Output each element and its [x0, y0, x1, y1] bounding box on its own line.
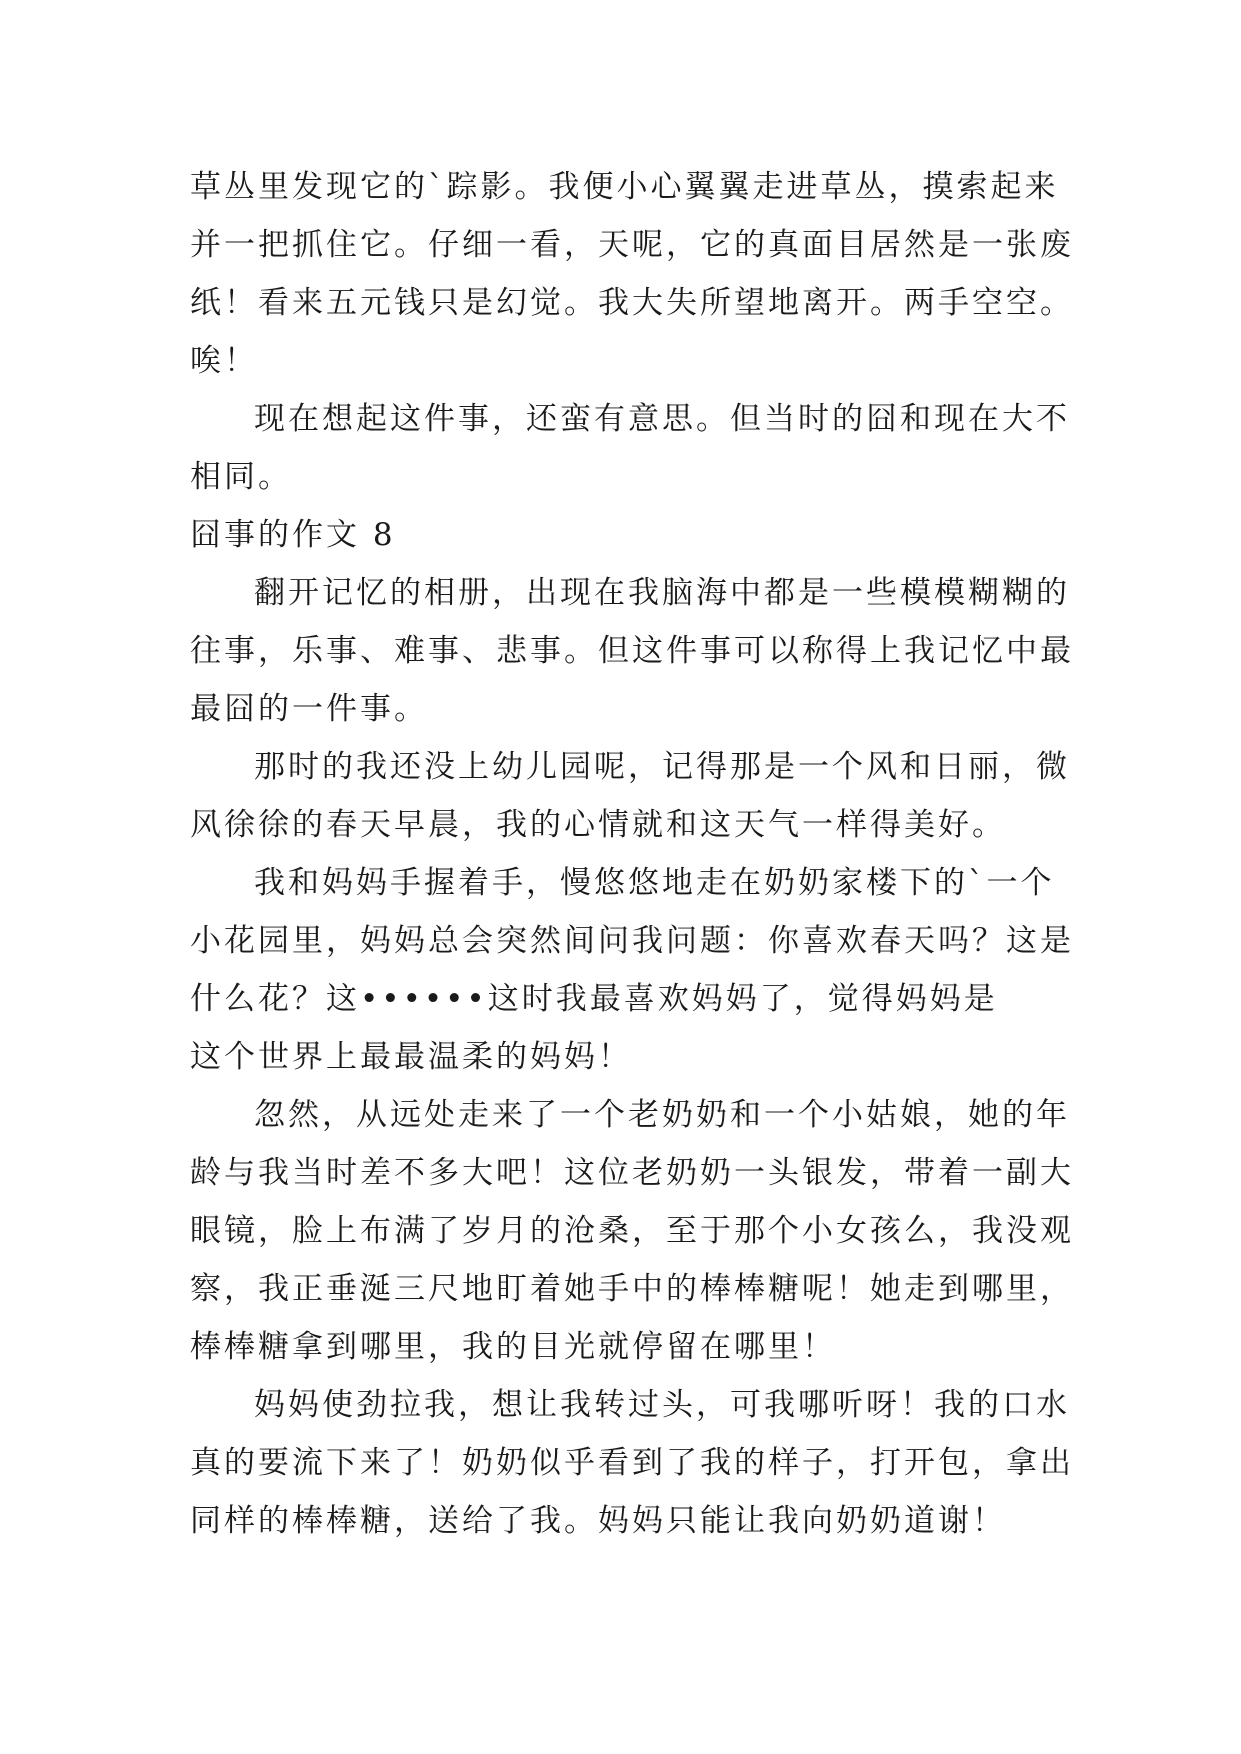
text-line: 什么花？这••••••这时我最喜欢妈妈了，觉得妈妈是: [190, 981, 998, 1017]
text-line: 纸！看来五元钱只是幻觉。我大失所望地离开。两手空空。: [190, 285, 1074, 321]
text-line: 唉！: [190, 343, 258, 379]
text-line: 察，我正垂涎三尺地盯着她手中的棒棒糖呢！她走到哪里，: [190, 1271, 1074, 1307]
text-line: 龄与我当时差不多大吧！这位老奶奶一头银发，带着一副大: [190, 1155, 1074, 1191]
text-line: 往事，乐事、难事、悲事。但这件事可以称得上我记忆中最: [190, 633, 1074, 669]
document-body: [190, 158, 1074, 1550]
text-line: 小花园里，妈妈总会突然间问我问题：你喜欢春天吗？这是: [190, 923, 1074, 959]
text-line: 风徐徐的春天早晨，我的心情就和这天气一样得美好。: [190, 807, 1006, 843]
text-line: 翻开记忆的相册，出现在我脑海中都是一些模模糊糊的: [254, 575, 1070, 611]
text-line: 忽然，从远处走来了一个老奶奶和一个小姑娘，她的年: [254, 1097, 1070, 1133]
text-line: 那时的我还没上幼儿园呢，记得那是一个风和日丽，微: [254, 749, 1070, 785]
text-line: 棒棒糖拿到哪里，我的目光就停留在哪里！: [190, 1329, 836, 1365]
text-line: 草丛里发现它的`踪影。我便小心翼翼走进草丛，摸索起来: [190, 169, 1059, 205]
text-line: 并一把抓住它。仔细一看，天呢，它的真面目居然是一张废: [190, 227, 1074, 263]
text-line: 真的要流下来了！奶奶似乎看到了我的样子，打开包，拿出: [190, 1445, 1074, 1481]
text-line: 最囧的一件事。: [190, 691, 428, 727]
text-line: 这个世界上最最温柔的妈妈！: [190, 1039, 632, 1075]
text-line: 现在想起这件事，还蛮有意思。但当时的囧和现在大不: [254, 401, 1070, 437]
text-line: 妈妈使劲拉我，想让我转过头，可我哪听呀！我的口水: [254, 1387, 1070, 1423]
text-line: 眼镜，脸上布满了岁月的沧桑，至于那个小女孩么，我没观: [190, 1213, 1074, 1249]
section-heading: 囧事的作文 8: [190, 517, 396, 553]
text-line: 同样的棒棒糖，送给了我。妈妈只能让我向奶奶道谢！: [190, 1503, 1006, 1539]
text-line: 我和妈妈手握着手，慢悠悠地走在奶奶家楼下的`一个: [254, 865, 1055, 901]
text-line: 相同。: [190, 459, 292, 495]
